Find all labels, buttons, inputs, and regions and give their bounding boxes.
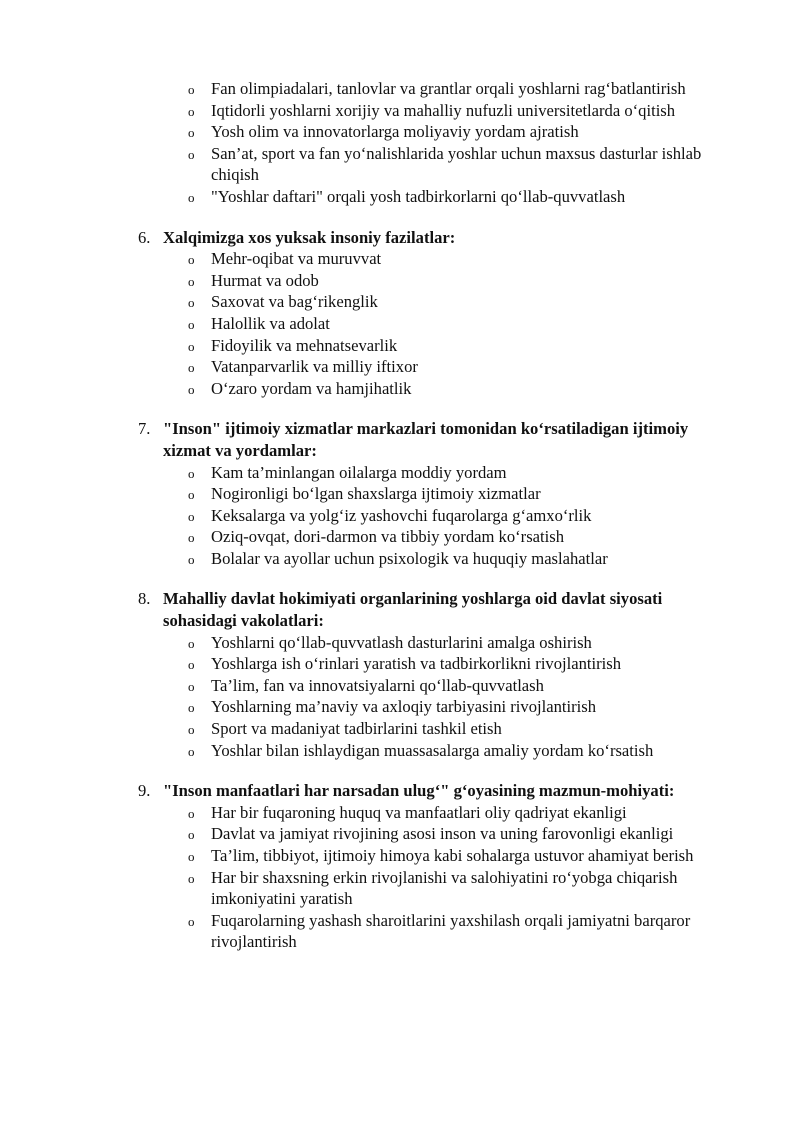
bullet-icon: o [188, 508, 195, 524]
list-item: o Kam ta’minlangan oilalarga moddiy yordam [188, 462, 752, 484]
list-item: o "Yoshlar daftari" orqali yosh tadbirkorlarni qo‘llab-quvvatlash [188, 186, 752, 208]
document-page [0, 78, 800, 953]
bullet-icon: o [188, 827, 195, 843]
section-number: 6. [138, 227, 151, 247]
section-heading [0, 780, 740, 802]
list-item: o San’at, sport va fan yo‘nalishlarida yoshlar uchun maxsus dasturlar ishlab chiqish [188, 143, 702, 185]
section-6 [0, 227, 800, 400]
section-list [0, 248, 800, 399]
list-item: o Fidoyilik va mehnatsevarlik [188, 335, 752, 357]
bullet-icon: o [188, 338, 195, 354]
section-8 [0, 588, 800, 761]
section-list [0, 462, 800, 570]
bullet-icon: o [188, 252, 195, 268]
section-heading [0, 418, 740, 461]
bullet-icon: o [188, 913, 195, 929]
section-number: 7. [138, 419, 151, 439]
section-number: 8. [138, 589, 151, 609]
bullet-icon: o [188, 465, 195, 481]
bullet-icon: o [188, 146, 195, 162]
section-heading [0, 227, 740, 249]
list-item: o Davlat va jamiyat rivojining asosi inson va uning farovonligi ekanligi [188, 823, 752, 845]
bullet-icon: o [188, 849, 195, 864]
section-list [0, 802, 800, 953]
bullet-icon: o [188, 273, 195, 289]
list-item: o Iqtidorli yoshlarni xorijiy va mahalliy nufuzli universitetlarda o‘qitish [188, 100, 752, 122]
bullet-icon: o [188, 487, 195, 503]
intro-list [0, 78, 800, 208]
bullet-icon: o [188, 657, 195, 673]
list-item: o Hurmat va odob [188, 270, 752, 292]
bullet-icon: o [188, 530, 195, 546]
bullet-icon: o [188, 125, 195, 141]
bullet-icon: o [188, 700, 195, 716]
list-item: o Yoshlar bilan ishlaydigan muassasalarga amaliy yordam ko‘rsatish [188, 740, 752, 762]
list-item: o Keksalarga va yolg‘iz yashovchi fuqarolarga g‘amxo‘rlik [188, 505, 752, 527]
section-title: "Inson manfaatlari har narsadan ulug‘" g‘oyasining mazmun-mohiyati: [163, 781, 675, 801]
section-9 [0, 780, 800, 953]
bullet-icon: o [188, 805, 195, 821]
list-item: o Yoshlarni qo‘llab-quvvatlash dasturlarini amalga oshirish [188, 632, 752, 654]
bullet-icon: o [188, 189, 195, 205]
list-item: o Ta’lim, fan va innovatsiyalarni qo‘llab-quvvatlash [188, 675, 752, 697]
list-item: o Yoshlarga ish o‘rinlari yaratish va tadbirkorlikni rivojlantirish [188, 653, 752, 675]
bullet-icon: o [188, 316, 195, 332]
section-title: Mahalliy davlat hokimiyati organlarining yoshlarga oid davlat siyosati sohasidagi vakolatlari: [163, 589, 663, 631]
list-item: o Yosh olim va innovatorlarga moliyaviy yordam ajratish [188, 121, 752, 143]
list-item: o O‘zaro yordam va hamjihatlik [188, 378, 752, 400]
bullet-icon: o [188, 551, 195, 567]
bullet-icon: o [188, 635, 195, 651]
section-number: 9. [138, 781, 151, 801]
list-item: o Mehr-oqibat va muruvvat [188, 248, 752, 270]
list-item: o Ta’lim, tibbiyot, ijtimoiy himoya kabi sohalarga ustuvor ahamiyat berish [188, 845, 752, 867]
list-item: o Saxovat va bag‘rikenglik [188, 291, 752, 313]
list-item: o Halollik va adolat [188, 313, 752, 335]
section-title: Xalqimizga xos yuksak insoniy fazilatlar: [163, 227, 456, 247]
list-item: o Nogironligi bo‘lgan shaxslarga ijtimoiy xizmatlar [188, 483, 752, 505]
section-heading [0, 588, 740, 631]
list-item: o Vatanparvarlik va milliy iftixor [188, 356, 752, 378]
list-item: o Sport va madaniyat tadbirlarini tashkil etish [188, 718, 752, 740]
bullet-icon: o [188, 870, 195, 886]
list-item: o Yoshlarning ma’naviy va axloqiy tarbiyasini rivojlantirish [188, 696, 752, 718]
list-item: o Har bir shaxsning erkin rivojlanishi va salohiyatini ro‘yobga chiqarish imkoniyatini yaratish [188, 867, 678, 909]
bullet-icon: o [188, 295, 195, 311]
list-item: o Oziq-ovqat, dori-darmon va tibbiy yordam ko‘rsatish [188, 526, 752, 548]
bullet-icon: o [188, 82, 195, 97]
list-item: o Har bir fuqaroning huquq va manfaatlari oliy qadriyat ekanligi [188, 802, 752, 824]
list-item: o Fan olimpiadalari, tanlovlar va grantlar orqali yoshlarni rag‘batlantirish [188, 78, 752, 100]
bullet-icon: o [188, 360, 195, 376]
list-item: o Bolalar va ayollar uchun psixologik va huquqiy maslahatlar [188, 548, 752, 570]
bullet-icon: o [188, 103, 195, 119]
section-7 [0, 418, 800, 569]
section-list [0, 632, 800, 762]
section-title: "Inson" ijtimoiy xizmatlar markazlari tomonidan ko‘rsatiladigan ijtimoiy xizmat va yordamlar: [163, 419, 689, 460]
bullet-icon: o [188, 678, 195, 694]
bullet-icon: o [188, 722, 195, 738]
list-item: o Fuqarolarning yashash sharoitlarini yaxshilash orqali jamiyatni barqaror rivojlantirish [188, 910, 691, 952]
bullet-icon: o [188, 381, 195, 397]
bullet-icon: o [188, 743, 195, 759]
